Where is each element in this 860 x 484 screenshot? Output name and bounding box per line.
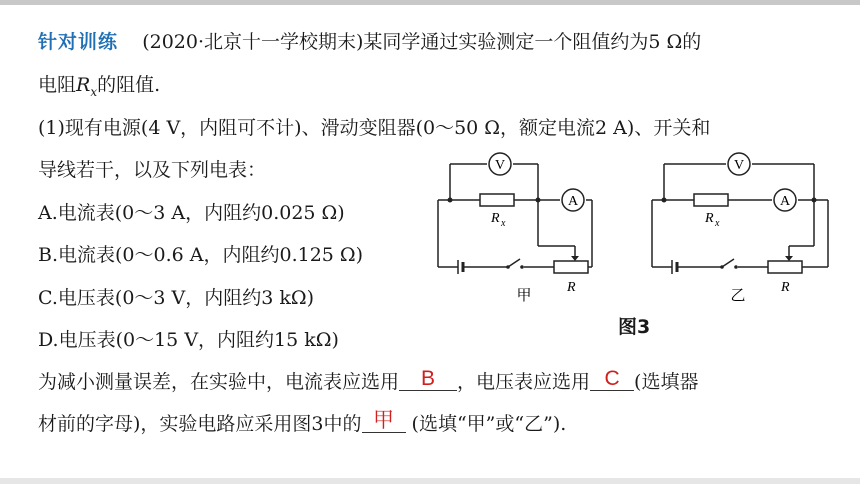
line2-suffix: 的阻值. [97, 74, 161, 96]
rx-label-yi: R [705, 211, 714, 226]
part1-line-1: (1)现有电源(4 V，内阻可不计)、滑动变阻器(0～50 Ω，额定电流2 A)、开关和 [38, 117, 711, 139]
circuit-answer: 甲 [362, 410, 406, 433]
question-text-4: 材前的字母)，实验电路应采用图3中的 [38, 413, 362, 435]
rx-subscript: x [90, 84, 98, 99]
rheostat-label-yi: R [781, 280, 790, 295]
rx-label-sub-yi: x [715, 218, 720, 229]
top-border [0, 0, 860, 5]
question-text-2: ，电压表应选用 [457, 371, 591, 393]
rx-label: R [491, 211, 500, 226]
voltmeter-answer: C [590, 368, 634, 391]
ammeter-symbol-yi: A [779, 194, 791, 209]
question-line-1 [38, 367, 699, 394]
question-line-2 [38, 409, 567, 436]
intro-line-2 [38, 73, 160, 104]
circuit-jia [430, 150, 610, 310]
problem-intro: (2020·北京十一学校期末)某同学通过实验测定一个阻值约为5 Ω的 [142, 31, 702, 53]
question-text-3: (选填器 [634, 371, 699, 393]
figure-label: 图3 [618, 316, 651, 338]
ammeter-answer: B [399, 368, 457, 391]
circuit-yi [644, 150, 834, 310]
ammeter-symbol: A [567, 194, 579, 209]
question-text-5: (选填“甲”或“乙”). [405, 413, 567, 435]
rx-variable: R [76, 74, 91, 96]
rheostat-label: R [567, 280, 576, 295]
voltmeter-symbol-yi: V [733, 158, 745, 173]
line2-prefix: 电阻 [38, 74, 77, 96]
section-heading: 针对训练 [38, 31, 119, 53]
option-b: B.电流表(0～0.6 A，内阻约0.125 Ω) [38, 244, 364, 266]
option-a: A.电流表(0～3 A，内阻约0.025 Ω) [38, 202, 345, 224]
intro-line [38, 30, 701, 54]
option-d: D.电压表(0～15 V，内阻约15 kΩ) [38, 329, 339, 351]
rx-label-sub: x [501, 218, 506, 229]
caption-yi: 乙 [730, 288, 746, 304]
option-c: C.电压表(0～3 V，内阻约3 kΩ) [38, 287, 315, 309]
caption-jia: 甲 [516, 288, 532, 304]
voltmeter-symbol: V [494, 158, 506, 173]
bottom-border [0, 478, 860, 484]
question-text-1: 为减小测量误差，在实验中，电流表应选用 [38, 371, 400, 393]
part1-line-2: 导线若干，以及下列电表： [38, 159, 267, 181]
